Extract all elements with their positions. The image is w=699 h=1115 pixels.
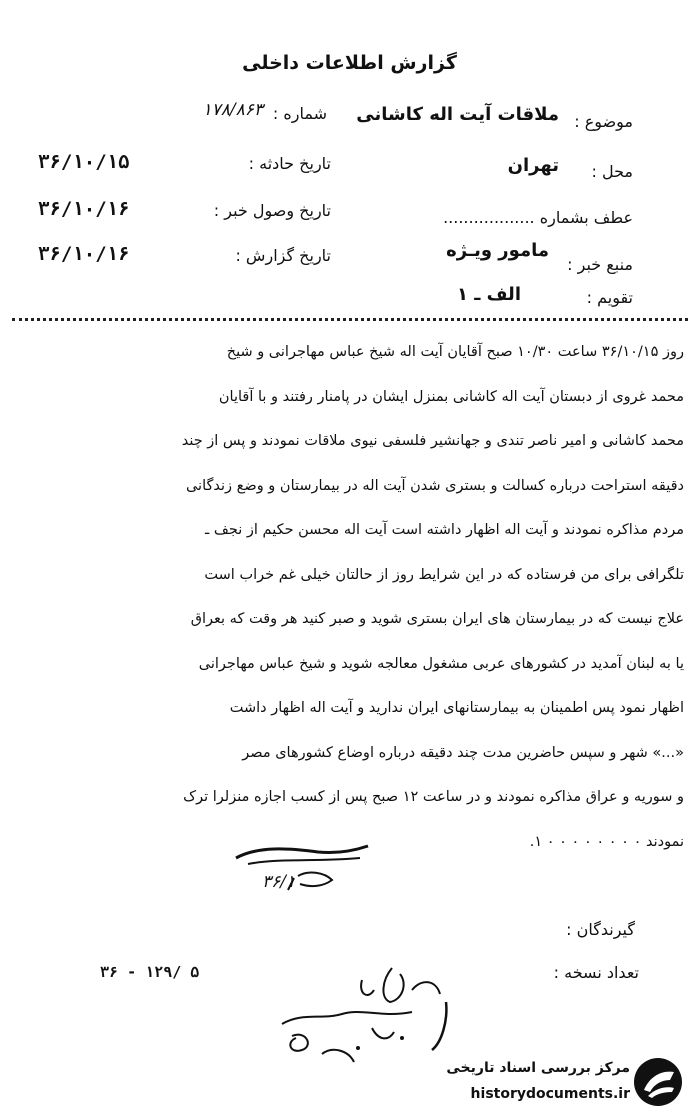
body-line: محمد غروی از دبستان آیت اله کاشانی بمنزل ایشان در پامنار رفتند و با آقایان — [218, 388, 684, 405]
event-date-label: تاریخ حادثه : — [248, 154, 331, 173]
place-label: محل : — [591, 162, 633, 181]
rating-label: تقویم : — [586, 288, 633, 307]
body-line: محمد کاشانی و امیر ناصر تندی و جهانشیر فلسفی نیوی ملاقات نمودند و پس از چند — [181, 433, 684, 449]
dotted-divider — [12, 318, 688, 321]
subject-label: موضوع : — [574, 112, 633, 131]
body-line: نمودند ۰ ۰ ۰ ۰ ۰ ۰ ۰ ۰ ۱. — [529, 833, 684, 850]
number-value: ۱۷۸/۸۶۳ — [202, 100, 263, 120]
rating-value: الف ـ ۱ — [456, 284, 521, 305]
number-label: شماره : — [272, 104, 327, 123]
receipt-date-label: تاریخ وصول خبر : — [213, 201, 331, 220]
body-line: علاج نیست که در بیمارستان های ایران بستری شوید و صبر کنید هر وقت که بعراق — [190, 611, 684, 627]
body-line: دقیقه استراحت درباره کسالت و بستری شدن آیت اله در بیمارستان و وضع زندگانی — [185, 477, 684, 494]
archive-url: historydocuments.ir — [470, 1086, 630, 1102]
body-line: یا به لبنان آمدید در کشورهای عربی مشغول معالجه شوید و شیخ عباس مهاجرانی — [198, 655, 684, 672]
receipt-date-value: ۳۶/۱۰/۱۶ — [38, 198, 130, 220]
source-label: منبع خبر : — [567, 255, 633, 274]
body-line: اظهار نمود پس اطمینان به بیمارستانهای ایران ندارید و آیت اله اظهار داشت — [229, 700, 684, 716]
report-date-value: ۳۶/۱۰/۱۶ — [38, 243, 130, 265]
subject-value: ملاقات آیت اله کاشانی — [356, 104, 559, 125]
event-date-value: ۳۶/۱۰/۱۵ — [38, 151, 130, 173]
report-title: گزارش اطلاعات داخلی — [242, 52, 457, 74]
report-date-label: تاریخ گزارش : — [235, 246, 331, 265]
archive-watermark — [408, 1052, 692, 1112]
body-line: روز ۳۶/۱۰/۱۵ ساعت ۱۰/۳۰ صبح آقایان آیت اله شیخ عباس مهاجرانی و شیخ — [226, 344, 684, 360]
archive-logo-icon — [632, 1056, 684, 1108]
place-value: تهران — [507, 155, 559, 176]
recipients-label: گیرندگان : — [566, 920, 635, 939]
file-code: ۳۶ - ۱۲۹/ ۵ — [100, 963, 200, 981]
body-line: مردم مذاکره نمودند و آیت اله اظهار داشته است آیت اله محسن حکیم از نجف ـ — [205, 522, 684, 538]
officer-signature — [228, 836, 378, 896]
report-body — [14, 330, 684, 864]
reference-label: عطف بشماره .................. — [443, 208, 633, 227]
archive-name: مرکز بررسی اسناد تاریخی — [446, 1060, 630, 1076]
body-line: تلگرافی برای من فرستاده که در این شرایط روز از حالتان خیلی غم خراب است — [204, 566, 684, 583]
source-value: مامور ویـژه — [446, 240, 549, 261]
body-line: و سوریه و عراق مذاکره نمودند و در ساعت ۱۲ صبح پس از کسب اجازه منزلرا ترک — [183, 789, 684, 805]
handwritten-mark: ۳۶/۱ — [262, 872, 296, 892]
body-line: «...» شهر و سپس حاضرین مدت چند دقیقه درباره اوضاع کشورهای مصر — [242, 744, 684, 761]
copies-label: تعداد نسخه : — [553, 963, 639, 982]
